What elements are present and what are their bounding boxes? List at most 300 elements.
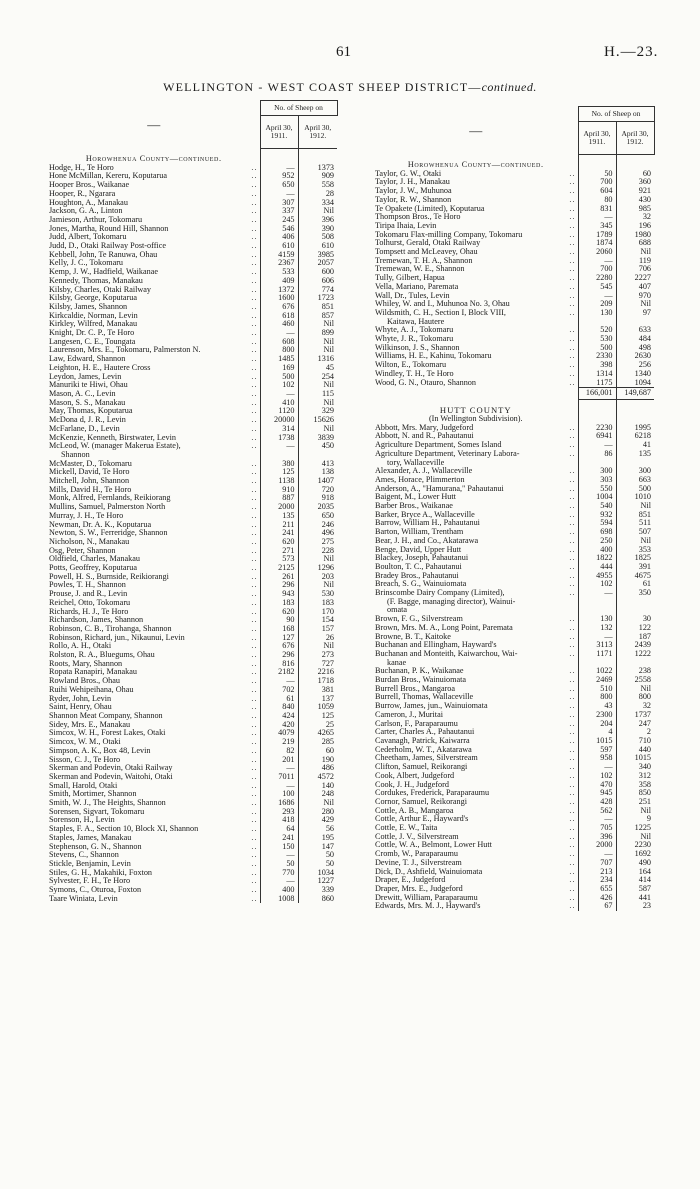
owner-name: Alexander, A. J., Wallaceville <box>375 467 473 476</box>
owner-name-cell: Taylor, J. W., Muhunoa .. <box>375 187 576 196</box>
owner-name-cell: Mullins, Samuel, Palmerston North .. <box>49 503 258 512</box>
sheep-1911-cell: 380 <box>260 460 298 469</box>
table-row <box>374 441 654 450</box>
owner-name: Shannon Meat Company, Shannon <box>49 712 163 720</box>
owner-name-cell: McFarlane, D., Levin .. <box>49 424 258 433</box>
owner-name: Sisson, C. J., Te Horo <box>49 755 121 764</box>
sheep-1911-cell: 204 <box>578 720 616 729</box>
owner-name: Blackey, Joseph, Pahautanui <box>375 554 469 563</box>
owner-name-cell: Draper, E., Judgeford .. <box>375 876 576 885</box>
owner-name-cell: Burdan Bros., Wainuiomata .. <box>375 676 576 685</box>
table-row <box>48 416 337 425</box>
sheep-1912-cell: Nil <box>298 399 337 408</box>
sheep-1912-cell: 857 <box>298 312 337 321</box>
sheep-1911-cell: 406 <box>260 233 298 242</box>
sheep-1911-cell: 545 <box>578 283 616 292</box>
owner-name-cell: Osg, Peter, Shannon .. <box>49 546 258 555</box>
owner-name: Draper, Mrs. E., Judgeford <box>375 884 463 893</box>
owner-name: Clifton, Samuel, Reikorangi <box>375 763 468 772</box>
owner-name-cell <box>374 659 578 668</box>
sheep-1911-cell: — <box>578 441 616 450</box>
table-row <box>374 361 654 370</box>
sheep-1912-cell: Nil <box>616 685 654 694</box>
sheep-1911-cell: 90 <box>260 616 298 625</box>
sheep-1911-cell: 800 <box>260 346 298 355</box>
sheep-1911-cell: 608 <box>260 338 298 347</box>
sheep-1911-cell: 952 <box>260 172 298 181</box>
owner-name-cell: Knight, Dr. C. P., Te Horo .. <box>49 329 258 338</box>
sheep-1911-cell: 444 <box>578 563 616 572</box>
owner-name: Cottle, W. A., Belmont, Lower Hutt <box>375 841 492 850</box>
sheep-1912-cell: 280 <box>298 808 337 817</box>
table-row <box>374 650 654 659</box>
owner-name: Bradey Bros., Pahautanui <box>375 571 459 580</box>
table-row <box>48 625 337 634</box>
table-row <box>374 737 654 746</box>
table-row <box>374 850 654 859</box>
owner-name-cell: Rollo, A. H., Otaki .. <box>49 642 258 651</box>
sheep-1912-cell: 860 <box>298 895 337 904</box>
owner-name-cell: Bradey Bros., Pahautanui .. <box>375 571 576 580</box>
table-row <box>48 434 337 443</box>
table-row <box>48 782 337 791</box>
table-row <box>48 512 337 521</box>
owner-name-cell: Kebbell, John, Te Ranuwa, Ohau .. <box>49 250 258 259</box>
table-row <box>374 841 654 850</box>
table-row <box>374 728 654 737</box>
table-row <box>374 502 654 511</box>
sheep-1912-cell: 663 <box>616 476 654 485</box>
owner-name-cell: Wildsmith, C. H., Section I, Block VIII, .. <box>375 308 576 317</box>
owner-name-cell: Cordukes, Frederick, Paraparaumu .. <box>375 789 576 798</box>
sheep-1911-cell: 932 <box>578 511 616 520</box>
sheep-1911-cell: 209 <box>578 300 616 309</box>
total-row <box>374 388 654 400</box>
sheep-1911-cell: 4079 <box>260 729 298 738</box>
owner-name: Cavanagh, Patrick, Kaiwarra <box>375 737 470 745</box>
owner-name: Skerman and Podevin, Waitohi, Otaki <box>49 772 173 781</box>
owner-name-cell: Brinscombe Dairy Company (Limited), .. <box>375 589 576 598</box>
owner-name-cell: Reichel, Otto, Tokomaru .. <box>49 598 258 607</box>
sheep-1912-cell: 774 <box>298 286 337 295</box>
owner-name: Hooper Bros., Waikanae <box>49 181 130 190</box>
sheep-1911-cell: 698 <box>578 528 616 537</box>
owner-name: Edwards, Mrs. M. J., Hayward's <box>375 902 481 911</box>
sheep-1912-cell: 1015 <box>616 754 654 763</box>
owner-name: Cornor, Samuel, Reikorangi <box>375 797 467 806</box>
owner-name-cell: Laurenson, Mrs. E., Tokomaru, Palmerston N. .. <box>49 346 258 355</box>
sheep-1911-cell: 597 <box>578 746 616 755</box>
sheep-1912-cell: 164 <box>616 868 654 877</box>
owner-name-cell: Stephenson, G. N., Shannon .. <box>49 842 258 851</box>
owner-name-cell: Leydon, James, Levin .. <box>49 372 258 381</box>
owner-name: Kirkcaldie, Norman, Levin <box>49 311 138 320</box>
sheep-1912-cell: 633 <box>616 326 654 335</box>
sheep-1912-cell: 157 <box>298 625 337 634</box>
table-row <box>374 467 654 476</box>
owner-name-cell: Cameron, J., Muritai .. <box>375 710 576 719</box>
owner-name-cell: Draper, Mrs. E., Judgeford .. <box>375 884 576 893</box>
sheep-1912-cell: 170 <box>298 608 337 617</box>
owner-name: Taylor, G. W., Otaki <box>375 169 442 178</box>
owner-name-cell: Whiley, W. and I., Muhunoa No. 3, Ohau .. <box>375 300 576 309</box>
table-row <box>374 633 654 642</box>
sheep-1912-cell: 2227 <box>616 274 654 283</box>
table-row <box>374 318 654 327</box>
owner-name-cell: Bear, J. H., and Co., Akatarawa .. <box>375 536 576 545</box>
owner-name-cell: Carter, Charles A., Pahautanui .. <box>375 728 576 737</box>
table-row <box>374 274 654 283</box>
sheep-1911-cell: — <box>578 850 616 859</box>
sheep-1911-cell: 82 <box>260 747 298 756</box>
sheep-1911-cell: — <box>260 764 298 773</box>
owner-name: Cottle, J. V., Silverstream <box>375 832 459 841</box>
table-row <box>48 242 337 251</box>
sheep-1911-cell: 296 <box>260 581 298 590</box>
sheep-1912-cell: Nil <box>298 346 337 355</box>
owner-name: Sidey, Mrs. E., Manakau <box>49 720 131 729</box>
sheep-1911-cell: 64 <box>260 825 298 834</box>
owner-name: Barton, William, Trentham <box>375 528 464 537</box>
table-row <box>374 885 654 894</box>
sheep-1911-cell: 700 <box>578 265 616 274</box>
owner-name-cell: Sidey, Mrs. E., Manakau .. <box>49 720 258 729</box>
table-row <box>48 425 337 434</box>
table-row <box>48 381 337 390</box>
owner-name: Carlson, F., Paraparaumu <box>375 719 458 728</box>
owner-name-cell: Wood, G. N., Otauro, Shannon .. <box>375 378 576 387</box>
sheep-1912-cell: 1692 <box>616 850 654 859</box>
table-row <box>374 693 654 702</box>
owner-name: McDona d, J. R., Levin <box>49 416 126 425</box>
sheep-1911-cell: — <box>578 633 616 642</box>
owner-name: Te Opakete (Limited), Koputarua <box>375 204 485 213</box>
owner-name-cell: Wilton, E., Tokomaru .. <box>375 361 576 370</box>
table-row <box>374 702 654 711</box>
subdivision-note: (In Wellington Subdivision). <box>428 414 523 423</box>
sheep-1912-cell: Nil <box>298 320 337 329</box>
sheep-1911-cell: 4955 <box>578 572 616 581</box>
sheep-1912-cell: 413 <box>298 460 337 469</box>
owner-name: Langesen, C. E., Toungata <box>49 337 136 346</box>
owner-name-cell: Burrow, James, jun., Wainuiomata .. <box>375 702 576 711</box>
owner-name: Mickell, David, Te Horo <box>49 468 130 477</box>
sheep-1911-cell <box>260 451 298 460</box>
owner-name: Mitchell, John, Shannon <box>49 477 130 486</box>
sheep-1911-cell: 314 <box>260 425 298 434</box>
owner-name: Carter, Charles A., Pahautanui <box>375 728 475 737</box>
sheep-1912-cell: 710 <box>616 737 654 746</box>
owner-name-cell: Monk, Alfred, Fernlands, Reikiorang .. <box>49 494 258 503</box>
sheep-1911-cell: 337 <box>260 207 298 216</box>
sheep-1912-cell: 2035 <box>298 503 337 512</box>
owner-name: Cook, Albert, Judgeford <box>375 771 455 780</box>
name-column-header: — <box>48 101 260 149</box>
sheep-1912-cell: 256 <box>616 361 654 370</box>
sheep-1912-cell: 183 <box>298 599 337 608</box>
table-row <box>48 277 337 286</box>
owner-name-cell: Hone McMillan, Kereru, Koputarua .. <box>49 172 258 181</box>
sheep-1912-cell: 254 <box>298 373 337 382</box>
owner-name: McFarlane, D., Levin <box>49 424 120 433</box>
owner-name-cell: Staples, F. A., Section 10, Block XI, Shannon .. <box>49 825 258 834</box>
owner-name-cell: Ropata Ranapiri, Manakau .. <box>49 668 258 677</box>
owner-name: McLeod, W. (manager Makerua Estate), <box>49 442 181 451</box>
sheep-1911-cell: 550 <box>578 485 616 494</box>
sheep-1911-cell: 3113 <box>578 641 616 650</box>
sheep-1912-cell: 334 <box>298 199 337 208</box>
sheep-1911-cell: 500 <box>260 373 298 382</box>
owner-name-cell: Ryder, John, Levin .. <box>49 694 258 703</box>
table-row <box>374 239 654 248</box>
owner-name-cell: Simpson, A. K., Box 48, Levin .. <box>49 746 258 755</box>
owner-name: Tiripa Ihaia, Levin <box>375 221 437 230</box>
owner-name: Skerman and Podevin, Otaki Railway <box>49 764 173 773</box>
sheep-1912-cell: 26 <box>298 634 337 643</box>
table-row <box>48 346 337 355</box>
document-code: H.—23. <box>604 44 659 60</box>
owner-name-cell: Tolhurst, Gerald, Otaki Railway .. <box>375 239 576 248</box>
sheep-1912-cell: 500 <box>616 485 654 494</box>
sheep-1911-cell: 945 <box>578 789 616 798</box>
table-row <box>48 677 337 686</box>
sheep-1911-cell: — <box>260 329 298 338</box>
owner-name: Abbott, Mrs. Mary, Judgeford <box>375 423 474 432</box>
owner-name-cell: Saint, Henry, Ohau .. <box>49 703 258 712</box>
table-row <box>48 486 337 495</box>
owner-name: Wall, Dr., Tules, Levin <box>375 291 450 300</box>
sheep-1911-cell: 1372 <box>260 286 298 295</box>
sheep-1911-cell: 125 <box>260 468 298 477</box>
sheep-1912-cell: 9 <box>616 815 654 824</box>
owner-name-cell: Blackey, Joseph, Pahautanui .. <box>375 554 576 563</box>
owner-name-cell: Mills, David H., Te Horo .. <box>49 485 258 494</box>
sheep-1912-cell: 909 <box>298 172 337 181</box>
sheep-1911-cell: — <box>578 257 616 266</box>
owner-name: Kirkley, Wilfred, Manakau <box>49 320 138 329</box>
owner-name-cell: Agriculture Department, Somes Island .. <box>375 441 576 450</box>
sheep-1912-cell: 138 <box>298 468 337 477</box>
table-row <box>48 373 337 382</box>
sheep-1912-cell: 25 <box>298 721 337 730</box>
owner-name-cell: Jackson, G. A., Linton .. <box>49 207 258 216</box>
owner-name: Williams, H. E., Kahinu, Tokomaru <box>375 352 492 361</box>
owner-name: Houghton, A., Manakau <box>49 198 128 207</box>
table-row <box>374 432 654 441</box>
table-row <box>48 407 337 416</box>
table-row <box>48 233 337 242</box>
sheep-1911-cell: 1004 <box>578 493 616 502</box>
owner-name: Saint, Henry, Ohau <box>49 703 112 712</box>
sheep-1911-cell: — <box>260 442 298 451</box>
owner-name-cell: Sisson, C. J., Te Horo .. <box>49 755 258 764</box>
owner-name-cell: Kirkcaldie, Norman, Levin .. <box>49 311 258 320</box>
sheep-1912-cell: 558 <box>298 181 337 190</box>
sheep-1912-cell: 1034 <box>298 869 337 878</box>
sheep-1912-cell: 2216 <box>298 668 337 677</box>
owner-name: Baigent, M., Lower Hutt <box>375 493 456 502</box>
sheep-1911-cell: 213 <box>578 868 616 877</box>
table-row <box>374 283 654 292</box>
owner-name-cell: Buchanan, P. K., Waikanae .. <box>375 667 576 676</box>
owner-name: Stevens, C., Shannon <box>49 851 119 860</box>
owner-name: Jamieson, Arthur, Tokomaru <box>49 215 143 224</box>
owner-name-cell: Mason, A. C., Levin .. <box>49 389 258 398</box>
table-row <box>374 598 654 607</box>
page-title-continued: continued. <box>481 80 537 94</box>
sheep-1911-cell: 250 <box>578 537 616 546</box>
owner-name-cell: Agriculture Department, Veterinary Labora- .. <box>375 449 576 458</box>
sheep-1911-cell: 183 <box>260 599 298 608</box>
owner-name: Drewitt, William, Paraparaumu <box>375 893 478 902</box>
table-row <box>374 902 654 911</box>
sheep-1911-cell: — <box>260 390 298 399</box>
sheep-1912-cell: 228 <box>298 547 337 556</box>
sheep-1911-cell: 604 <box>578 187 616 196</box>
right-table-body <box>374 155 654 424</box>
sheep-1912-cell: 1340 <box>616 370 654 379</box>
sheep-1912-cell: 28 <box>298 190 337 199</box>
table-row <box>374 876 654 885</box>
owner-name-cell: Powles, T. H., Shannon .. <box>49 581 258 590</box>
sheep-1912-cell: 339 <box>298 886 337 895</box>
table-row <box>48 259 337 268</box>
sheep-1912-cell: 61 <box>616 580 654 589</box>
sheep-1912-cell: Nil <box>616 537 654 546</box>
table-row <box>374 772 654 781</box>
owner-name: Kilsby, Charles, Otaki Railway <box>49 285 152 294</box>
table-row <box>48 599 337 608</box>
sheep-1911-cell: 345 <box>578 222 616 231</box>
sheep-1911-cell: — <box>260 782 298 791</box>
owner-name: Hone McMillan, Kereru, Koputarua <box>49 172 167 181</box>
owner-name: Mason, S. S., Manakau <box>49 398 126 407</box>
table-row <box>374 300 654 309</box>
table-row <box>48 190 337 199</box>
owner-name: Burrow, James, jun., Wainuiomata <box>375 702 488 711</box>
sheep-1912-cell: Nil <box>616 502 654 511</box>
sheep-1911-cell: 241 <box>260 529 298 538</box>
table-row <box>374 824 654 833</box>
owner-name-cell: Tiripa Ihaia, Levin .. <box>375 221 576 230</box>
sheep-1911-cell: 770 <box>260 869 298 878</box>
table-row <box>374 537 654 546</box>
table-row <box>374 546 654 555</box>
sheep-1911-cell: 620 <box>260 538 298 547</box>
sheep-1912-cell: 248 <box>298 790 337 799</box>
owner-name: tory, Wallaceville <box>387 458 445 467</box>
table-row <box>374 459 654 468</box>
sheep-1911-cell: 1822 <box>578 554 616 563</box>
sheep-1911-cell: 1138 <box>260 477 298 486</box>
owner-name-cell: Rowland Bros., Ohau .. <box>49 677 258 686</box>
owner-name-cell: Jones, Martha, Round Hill, Shannon .. <box>49 224 258 233</box>
table-row <box>48 729 337 738</box>
sheep-1911-cell: 887 <box>260 494 298 503</box>
owner-name: Kebbell, John, Te Ranuwa, Ohau <box>49 250 158 259</box>
sheep-1911-cell: 2367 <box>260 259 298 268</box>
sheep-1912-cell: 353 <box>616 546 654 555</box>
owner-name-cell: Sorenson, H., Levin .. <box>49 816 258 825</box>
sheep-1912-cell: 329 <box>298 407 337 416</box>
table-row <box>48 225 337 234</box>
owner-name: Wilkinson, J. S., Shannon <box>375 343 460 352</box>
table-row <box>374 580 654 589</box>
owner-name: Tokomaru Flax-milling Company, Tokomaru <box>375 230 523 239</box>
sheep-1911-cell: 460 <box>260 320 298 329</box>
sheep-1911-cell: 150 <box>260 843 298 852</box>
owner-name: Cordukes, Frederick, Paraparaumu <box>375 789 490 798</box>
owner-name-cell <box>374 318 578 327</box>
table-row <box>48 399 337 408</box>
owner-name-cell: Carlson, F., Paraparaumu .. <box>375 719 576 728</box>
sheep-1912-cell: 450 <box>298 442 337 451</box>
sheep-1911-cell: 300 <box>578 467 616 476</box>
table-row <box>48 660 337 669</box>
owner-name-cell: Kilsby, George, Koputarua .. <box>49 294 258 303</box>
owner-name-cell: Tremewan, T. H. A., Shannon .. <box>375 256 576 265</box>
sheep-1911-cell: 1008 <box>260 895 298 904</box>
sheep-1911-cell: 169 <box>260 364 298 373</box>
total-1911: 166,001 <box>578 388 616 400</box>
owner-name: Richardson, James, Shannon <box>49 616 144 625</box>
owner-name-cell: Wilkinson, J. S., Shannon .. <box>375 343 576 352</box>
sheep-1912-cell: 706 <box>616 265 654 274</box>
sheep-1911-cell <box>578 598 616 607</box>
table-row <box>48 172 337 181</box>
sheep-1912-cell: 530 <box>298 590 337 599</box>
owner-name-cell: Cook, J. H., Judgeford .. <box>375 780 576 789</box>
table-row <box>48 651 337 660</box>
owner-name-cell: Stevens, C., Shannon .. <box>49 851 258 860</box>
owner-name: Boulton, T. C., Pahautanui <box>375 562 462 571</box>
sheep-1911-cell: — <box>578 815 616 824</box>
table-row <box>48 303 337 312</box>
table-row <box>374 370 654 379</box>
table-row <box>374 720 654 729</box>
owner-name: Mason, A. C., Levin <box>49 389 116 398</box>
table-row <box>48 764 337 773</box>
sheep-1912-cell: 688 <box>616 239 654 248</box>
owner-name-cell: Kelly, J. C., Tokomaru .. <box>49 259 258 268</box>
table-row <box>374 859 654 868</box>
owner-name: Ames, Horace, Plimmerton <box>375 475 465 484</box>
sheep-1911-cell: 245 <box>260 216 298 225</box>
table-row <box>374 326 654 335</box>
table-row <box>48 442 337 451</box>
owner-name: Draper, E., Judgeford <box>375 876 446 885</box>
sheep-1912-cell <box>616 659 654 668</box>
owner-name: Brown, F. G., Silverstream <box>375 615 463 624</box>
table-row <box>374 781 654 790</box>
sheep-1912-cell: 300 <box>616 467 654 476</box>
owner-name-cell: Symons, C., Oturoa, Foxton .. <box>49 886 258 895</box>
sheep-1911-cell: 102 <box>578 580 616 589</box>
owner-name: Robinson, Richard, jun., Nikaunui, Levin <box>49 633 185 642</box>
owner-name: Thompson Bros., Te Horo <box>375 213 461 222</box>
sheep-1912-cell: 1225 <box>616 824 654 833</box>
owner-name-cell: Skerman and Podevin, Waitohi, Otaki .. <box>49 772 258 781</box>
sheep-1912-cell: 154 <box>298 616 337 625</box>
sheep-1912-cell: 1094 <box>616 379 654 388</box>
owner-name: Jackson, G. A., Linton <box>49 207 123 216</box>
owner-name-cell: Staples, James, Manakau .. <box>49 833 258 842</box>
owner-name-cell: Taylor, G. W., Otaki .. <box>375 169 576 178</box>
owner-name-cell: May, Thomas, Koputarua .. <box>49 407 258 416</box>
owner-name: Browne, B. T., Kaitoke <box>375 632 451 641</box>
owner-name-cell: Edwards, Mrs. M. J., Hayward's .. <box>375 902 576 911</box>
sheep-1912-cell: 2230 <box>616 841 654 850</box>
